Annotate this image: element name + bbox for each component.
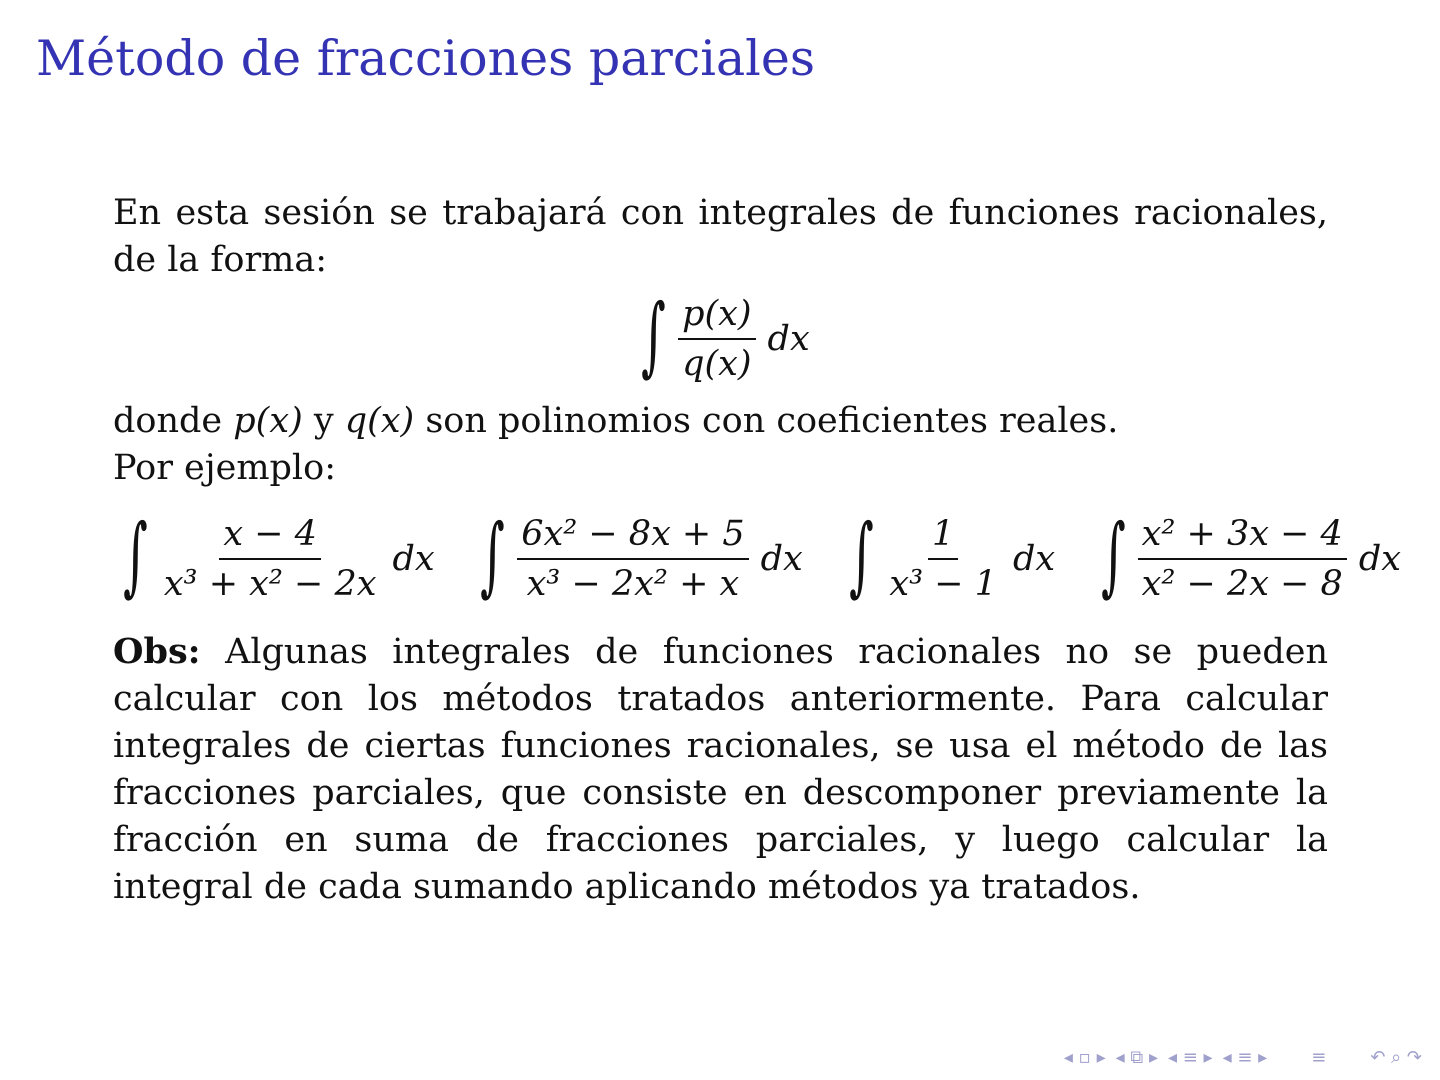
nav-section-icon[interactable]: ◂ ≡ ▸ [1168, 1047, 1213, 1068]
where-q: q(x) [344, 401, 415, 441]
display-integral [113, 286, 1328, 386]
fraction-denominator: x³ − 2x² + x [526, 564, 740, 604]
fraction-denominator: x³ − 1 [889, 564, 997, 604]
differential: dx [392, 539, 435, 579]
example-integral-4 [1091, 506, 1401, 606]
fraction-denominator: x³ + x² − 2x [163, 564, 377, 604]
where-after: son polinomios con coeficientes reales. [414, 401, 1119, 441]
integral-sign-icon: ∫ [848, 506, 874, 606]
obs-text: Algunas integrales de funciones racionales no se pueden calcular con los métodos tratados anteriormente. Para calcular integrales de ciertas funciones racionales, se usa el método de las fracciones parciales, que consiste en descomponer previamente la fracción en suma de fracciones parciales, y luego calcular la integral de cada sumando aplicando métodos ya tratados. [113, 632, 1328, 907]
integral-sign-icon: ∫ [641, 286, 667, 386]
where-before: donde [113, 401, 234, 441]
examples-row [113, 506, 1401, 606]
beamer-navigation [1064, 1047, 1422, 1068]
example-label: Por ejemplo: [113, 448, 336, 488]
obs-paragraph [113, 628, 1328, 911]
fraction-numerator: x² + 3x − 4 [1138, 514, 1347, 560]
fraction-denominator: x² − 2x − 8 [1141, 564, 1343, 604]
nav-search-icon[interactable]: ↶ ⌕ ↷ [1370, 1047, 1422, 1068]
where-mid: y [302, 401, 345, 441]
example-integral-1 [113, 506, 435, 606]
fraction-numerator: 1 [928, 514, 958, 560]
fraction-denominator: q(x) [682, 344, 752, 384]
fraction-numerator: 6x² − 8x + 5 [517, 514, 748, 560]
example-integral-3 [839, 506, 1056, 606]
differential: dx [760, 539, 803, 579]
where-paragraph [113, 398, 1328, 445]
example-integral-2 [470, 506, 803, 606]
page-title: Método de fracciones parciales [36, 30, 815, 87]
fraction-numerator: p(x) [678, 294, 755, 340]
display-fraction [678, 294, 755, 384]
integral-sign-icon: ∫ [123, 506, 148, 606]
differential: dx [767, 319, 810, 359]
where-p: p(x) [233, 401, 303, 441]
fraction-numerator: x − 4 [219, 514, 321, 560]
slide-content [113, 190, 1401, 911]
differential: dx [1012, 539, 1056, 579]
integral-sign-icon: ∫ [1100, 506, 1126, 606]
nav-toc-icon[interactable]: ≡ [1311, 1047, 1327, 1068]
intro-paragraph: En esta sesión se trabajará con integrales de funciones racionales, de la forma: [113, 193, 1328, 280]
nav-subsection-icon[interactable]: ◂ ⧉ ▸ [1115, 1047, 1158, 1068]
integral-sign-icon: ∫ [480, 506, 506, 606]
obs-label: Obs: [113, 631, 201, 672]
nav-subsection-list-icon[interactable]: ◂ ≡ ▸ [1222, 1047, 1268, 1068]
nav-frame-icon[interactable]: ◂ ▫ ▸ [1063, 1047, 1106, 1068]
differential: dx [1358, 539, 1401, 579]
